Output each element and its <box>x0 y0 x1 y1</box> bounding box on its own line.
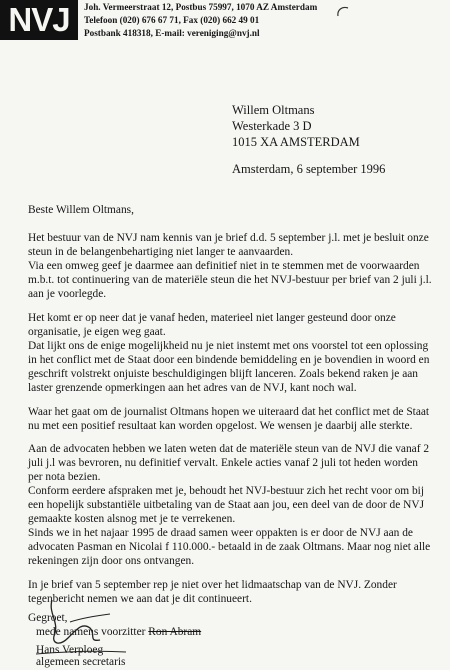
body-line: Waar het gaat om de journalist Oltmans hopen we uiteraard dat het conflict met de Staat <box>28 406 430 418</box>
body-line: steun in de belangenbehartiging niet langer te aanvaarden. <box>28 246 294 258</box>
body-line: gemaakte kosten alsnog met je te verrekenen. <box>28 513 236 525</box>
body-line: in het conflict met de Staat door een bindende bemiddeling en je bovendien in woord en <box>28 354 430 366</box>
body-line: Aan de advocaten hebben we laten weten dat de materiële steun van de NVJ die vanaf 2 <box>28 443 430 455</box>
body-line: Via een omweg geef je daarmee aan definitief niet in te stemmen met de voorwaarden <box>28 260 420 272</box>
closing-greeting: Gegroet, <box>28 612 68 624</box>
body-line: aan je voorlegde. <box>28 288 107 300</box>
corner-pen-mark <box>336 6 350 20</box>
letter-date: Amsterdam, 6 september 1996 <box>232 162 386 176</box>
letterhead-postbank: Postbank 418318, E-mail: vereniging@nvj.nl <box>84 28 260 38</box>
handwritten-signature <box>30 592 140 662</box>
letterhead-contact <box>84 1 317 40</box>
chair-name-struck: Ron Abram <box>148 626 202 638</box>
body-line: advocaten Pasman en Nicolai f 110.000.- betaald in de zaak Oltmans. Maar nog niet alle <box>28 541 431 553</box>
body-line: Het komt er op neer dat je vanaf heden, materieel niet langer gesteund door onze <box>28 312 396 324</box>
nvj-logo: NVJ <box>0 0 78 40</box>
body-line: een hopelijk substantiële uitbetaling van de Staat aan jou, een deel van de door de NVJ <box>28 499 425 511</box>
body-line: geschrift volstrekt onjuiste beschuldigingen blijft lanceren. Zoals bekend raken je aan <box>28 368 419 380</box>
body-line: Conform eerdere afspraken met je, behoudt het NVJ-bestuur zich het recht voor om bij <box>28 485 425 497</box>
body-line: Het bestuur van de NVJ nam kennis van je brief d.d. 5 september j.l. met je besluit onze <box>28 232 429 244</box>
body-line: tegenbericht nemen we aan dat je dit continueert. <box>28 593 252 605</box>
body-line: nu met een positief resultaat kan worden opgelost. We wensen je daarbij alle sterkte. <box>28 420 413 432</box>
body-line: organisatie, je eigen weg gaat. <box>28 326 166 338</box>
body-line: laster grenzende opmerkingen aan het adres van de NVJ, kant noch wal. <box>28 382 357 394</box>
signer-name: Hans Verploeg <box>36 644 104 656</box>
body-line: juli j.l was bevroren, nu definitief vervalt. Enkele acties vanaf 2 juli tot heden worden <box>28 457 419 469</box>
body-line: In je brief van 5 september rep je niet over het lidmaatschap van de NVJ. Zonder <box>28 579 397 591</box>
letterhead-address: Joh. Vermeerstraat 12, Postbus 75997, 1070 AZ Amsterdam <box>84 2 318 12</box>
body-line: Sinds we in het najaar 1995 de draad samen weer oppakten is er door de NVJ aan de <box>28 527 413 539</box>
letterhead-phone: Telefoon (020) 676 67 71, Fax (020) 662 49 01 <box>84 15 260 25</box>
body-line: rekeningen zijn door ons ontvangen. <box>28 555 195 567</box>
salutation: Beste Willem Oltmans, <box>28 204 134 216</box>
recipient-street: Westerkade 3 D <box>232 119 312 133</box>
body-line: Dat lijkt ons de enige mogelijkheid nu je niet instemt met ons voorstel tot een oplossing <box>28 340 429 352</box>
on-behalf-text: mede namens voorzitter <box>36 626 146 638</box>
body-line: m.b.t. tot continuering van de materiële steun die het NVJ-bestuur per brief van 2 juli j.l. <box>28 274 432 286</box>
recipient-name: Willem Oltmans <box>232 103 315 117</box>
recipient-city: 1015 XA AMSTERDAM <box>232 135 360 149</box>
recipient-address <box>232 102 360 150</box>
body-line: per nota bezien. <box>28 471 101 483</box>
signer-title: algemeen secretaris <box>36 656 126 668</box>
